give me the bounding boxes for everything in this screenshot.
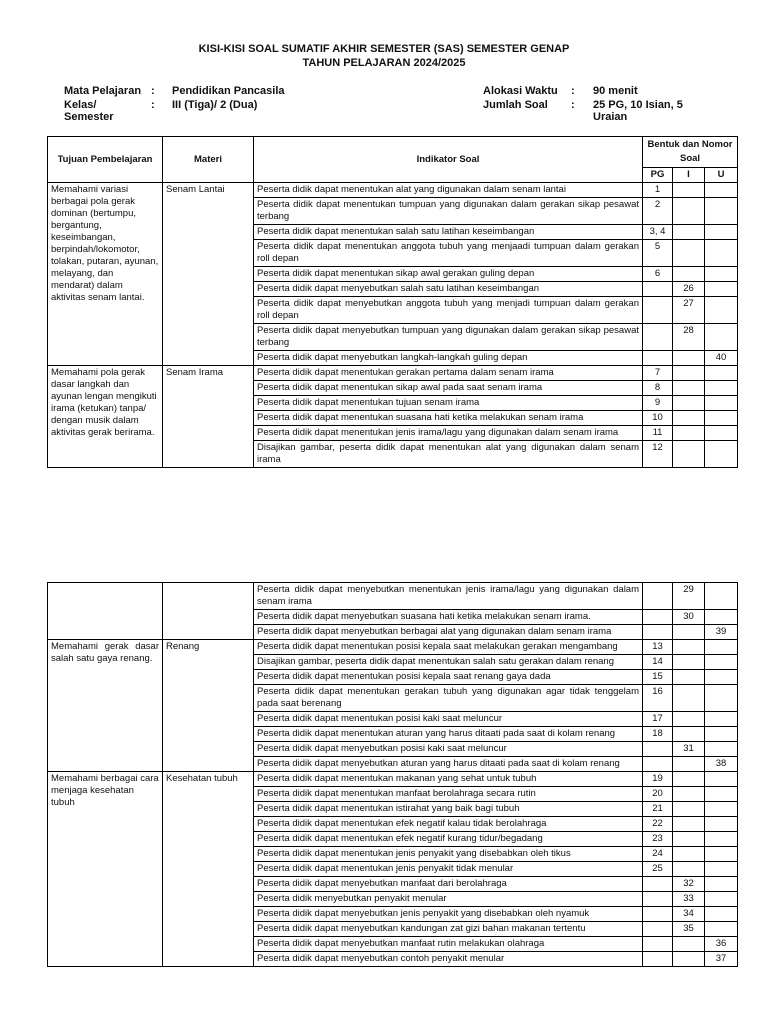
uraian-number-cell <box>705 324 738 351</box>
pg-number-cell: 5 <box>643 240 673 267</box>
uraian-number-cell <box>705 366 738 381</box>
uraian-number-cell <box>705 862 738 877</box>
uraian-number-cell <box>705 787 738 802</box>
pg-number-cell <box>643 583 673 610</box>
isian-number-cell <box>673 727 705 742</box>
uraian-number-cell <box>705 610 738 625</box>
header-isian: I <box>673 168 705 183</box>
isian-number-cell: 26 <box>673 282 705 297</box>
mapel-colon: : <box>151 85 155 97</box>
uraian-number-cell <box>705 225 738 240</box>
isian-number-cell <box>673 366 705 381</box>
indikator-soal-cell: Disajikan gambar, peserta didik dapat menentukan alat yang digunakan dalam senam irama <box>254 441 643 468</box>
alokasi-label: Alokasi Waktu <box>483 85 558 97</box>
pg-number-cell: 3, 4 <box>643 225 673 240</box>
header-pg: PG <box>643 168 673 183</box>
uraian-number-cell <box>705 198 738 225</box>
tujuan-pembelajaran-cell: Memahami variasi berbagai pola gerak dominan (bertumpu, bergantung, keseimbangan, berpindah/lokomotor, tolakan, putaran, ayunan, melayang, dan mendarat) dalam aktivitas senam lantai. <box>48 183 163 366</box>
uraian-number-cell <box>705 922 738 937</box>
uraian-number-cell <box>705 381 738 396</box>
uraian-number-cell: 36 <box>705 937 738 952</box>
table-row <box>48 183 738 198</box>
document-title-line2: TAHUN PELAJARAN 2024/2025 <box>302 57 466 69</box>
uraian-number-cell <box>705 426 738 441</box>
indikator-soal-cell: Peserta didik dapat menyebutkan aturan yang harus ditaati pada saat di kolam renang <box>254 757 643 772</box>
pg-number-cell <box>643 937 673 952</box>
header-bentuk-nomor-soal: Bentuk dan Nomor Soal <box>643 137 738 168</box>
indikator-soal-cell: Peserta didik dapat menentukan efek negatif kurang tidur/begadang <box>254 832 643 847</box>
indikator-soal-cell: Peserta didik dapat menentukan jenis irama/lagu yang digunakan dalam senam irama <box>254 426 643 441</box>
pg-number-cell: 8 <box>643 381 673 396</box>
pg-number-cell: 17 <box>643 712 673 727</box>
pg-number-cell <box>643 742 673 757</box>
kelas-label: Kelas/ Semester <box>64 99 114 123</box>
pg-number-cell: 16 <box>643 685 673 712</box>
isian-number-cell: 35 <box>673 922 705 937</box>
indikator-soal-cell: Peserta didik menyebutkan penyakit menular <box>254 892 643 907</box>
indikator-soal-cell: Peserta didik dapat menentukan salah satu latihan keseimbangan <box>254 225 643 240</box>
kisi-kisi-table-page-2 <box>47 582 738 967</box>
pg-number-cell: 2 <box>643 198 673 225</box>
jumlah-label: Jumlah Soal <box>483 99 548 111</box>
isian-number-cell <box>673 381 705 396</box>
pg-number-cell: 25 <box>643 862 673 877</box>
header-tujuan-pembelajaran: Tujuan Pembelajaran <box>48 137 163 183</box>
isian-number-cell <box>673 396 705 411</box>
isian-number-cell: 30 <box>673 610 705 625</box>
indikator-soal-cell: Peserta didik dapat menentukan tujuan senam irama <box>254 396 643 411</box>
isian-number-cell: 34 <box>673 907 705 922</box>
pg-number-cell: 15 <box>643 670 673 685</box>
indikator-soal-cell: Peserta didik dapat menentukan sikap awal gerakan guling depan <box>254 267 643 282</box>
indikator-soal-cell: Peserta didik dapat menyebutkan tumpuan yang digunakan dalam gerakan sikap pesawat terbang <box>254 324 643 351</box>
document-title-line1: KISI-KISI SOAL SUMATIF AKHIR SEMESTER (SAS) SEMESTER GENAP <box>198 43 570 55</box>
materi-cell: Renang <box>163 640 254 772</box>
table-row <box>48 583 738 610</box>
uraian-number-cell <box>705 183 738 198</box>
pg-number-cell <box>643 757 673 772</box>
pg-number-cell <box>643 877 673 892</box>
isian-number-cell <box>673 847 705 862</box>
isian-number-cell: 31 <box>673 742 705 757</box>
header-uraian: U <box>705 168 738 183</box>
pg-number-cell <box>643 610 673 625</box>
tujuan-pembelajaran-cell: Memahami gerak dasar salah satu gaya renang. <box>48 640 163 772</box>
isian-number-cell <box>673 670 705 685</box>
pg-number-cell: 13 <box>643 640 673 655</box>
indikator-soal-cell: Peserta didik dapat menyebutkan contoh penyakit menular <box>254 952 643 967</box>
isian-number-cell <box>673 441 705 468</box>
indikator-soal-cell: Disajikan gambar, peserta didik dapat menentukan salah satu gerakan dalam renang <box>254 655 643 670</box>
mapel-value: Pendidikan Pancasila <box>172 85 285 97</box>
pg-number-cell: 19 <box>643 772 673 787</box>
uraian-number-cell <box>705 441 738 468</box>
isian-number-cell <box>673 225 705 240</box>
indikator-soal-cell: Peserta didik dapat menentukan gerakan tubuh yang digunakan agar tidak tenggelam pada saat berenang <box>254 685 643 712</box>
header-materi: Materi <box>163 137 254 183</box>
isian-number-cell: 28 <box>673 324 705 351</box>
indikator-soal-cell: Peserta didik dapat menyebutkan kandungan zat gizi bahan makanan tertentu <box>254 922 643 937</box>
uraian-number-cell <box>705 583 738 610</box>
uraian-number-cell: 37 <box>705 952 738 967</box>
table-row <box>48 772 738 787</box>
uraian-number-cell <box>705 670 738 685</box>
isian-number-cell <box>673 655 705 670</box>
pg-number-cell: 11 <box>643 426 673 441</box>
mapel-label: Mata Pelajaran <box>64 85 142 97</box>
isian-number-cell <box>673 952 705 967</box>
pg-number-cell: 9 <box>643 396 673 411</box>
pg-number-cell <box>643 952 673 967</box>
uraian-number-cell <box>705 267 738 282</box>
uraian-number-cell <box>705 685 738 712</box>
uraian-number-cell <box>705 297 738 324</box>
indikator-soal-cell: Peserta didik dapat menyebutkan manfaat dari berolahraga <box>254 877 643 892</box>
pg-number-cell <box>643 324 673 351</box>
uraian-number-cell <box>705 817 738 832</box>
isian-number-cell <box>673 757 705 772</box>
isian-number-cell <box>673 183 705 198</box>
uraian-number-cell <box>705 892 738 907</box>
uraian-number-cell <box>705 742 738 757</box>
uraian-number-cell <box>705 396 738 411</box>
pg-number-cell: 18 <box>643 727 673 742</box>
indikator-soal-cell: Peserta didik dapat menentukan istirahat yang baik bagi tubuh <box>254 802 643 817</box>
isian-number-cell <box>673 802 705 817</box>
indikator-soal-cell: Peserta didik dapat menyebutkan langkah-langkah guling depan <box>254 351 643 366</box>
indikator-soal-cell: Peserta didik dapat menentukan anggota tubuh yang menjaadi tumpuan dalam gerakan roll depan <box>254 240 643 267</box>
indikator-soal-cell: Peserta didik dapat menentukan efek negatif kalau tidak berolahraga <box>254 817 643 832</box>
isian-number-cell: 32 <box>673 877 705 892</box>
tujuan-pembelajaran-cell: Memahami berbagai cara menjaga kesehatan tubuh <box>48 772 163 967</box>
indikator-soal-cell: Peserta didik dapat menyebutkan jenis penyakit yang disebabkan oleh nyamuk <box>254 907 643 922</box>
indikator-soal-cell: Peserta didik dapat menentukan suasana hati ketika melakukan senam irama <box>254 411 643 426</box>
indikator-soal-cell: Peserta didik dapat menyebutkan anggota tubuh yang menjadi tumpuan dalam gerakan roll depan <box>254 297 643 324</box>
isian-number-cell: 29 <box>673 583 705 610</box>
isian-number-cell <box>673 712 705 727</box>
materi-cell: Senam Lantai <box>163 183 254 366</box>
pg-number-cell: 23 <box>643 832 673 847</box>
alokasi-value: 90 menit <box>593 85 638 97</box>
kelas-colon: : <box>151 99 155 111</box>
pg-number-cell: 12 <box>643 441 673 468</box>
indikator-soal-cell: Peserta didik dapat menentukan alat yang digunakan dalam senam lantai <box>254 183 643 198</box>
table-row <box>48 640 738 655</box>
jumlah-colon: : <box>571 99 575 111</box>
isian-number-cell <box>673 240 705 267</box>
uraian-number-cell <box>705 727 738 742</box>
pg-number-cell: 22 <box>643 817 673 832</box>
indikator-soal-cell: Peserta didik dapat menentukan aturan yang harus ditaati pada saat di kolam renang <box>254 727 643 742</box>
indikator-soal-cell: Peserta didik dapat menentukan posisi kaki saat meluncur <box>254 712 643 727</box>
jumlah-value: 25 PG, 10 Isian, 5 Uraian <box>593 99 683 123</box>
pg-number-cell: 10 <box>643 411 673 426</box>
indikator-soal-cell: Peserta didik dapat menentukan makanan yang sehat untuk tubuh <box>254 772 643 787</box>
uraian-number-cell <box>705 712 738 727</box>
materi-cell <box>163 583 254 640</box>
indikator-soal-cell: Peserta didik dapat menentukan posisi kepala saat renang gaya dada <box>254 670 643 685</box>
uraian-number-cell <box>705 907 738 922</box>
uraian-number-cell <box>705 411 738 426</box>
uraian-number-cell <box>705 877 738 892</box>
pg-number-cell: 7 <box>643 366 673 381</box>
materi-cell: Senam Irama <box>163 366 254 468</box>
isian-number-cell <box>673 685 705 712</box>
isian-number-cell <box>673 772 705 787</box>
pg-number-cell: 24 <box>643 847 673 862</box>
indikator-soal-cell: Peserta didik dapat menentukan posisi kepala saat melakukan gerakan mengambang <box>254 640 643 655</box>
uraian-number-cell: 39 <box>705 625 738 640</box>
uraian-number-cell <box>705 282 738 297</box>
isian-number-cell <box>673 862 705 877</box>
isian-number-cell <box>673 267 705 282</box>
indikator-soal-cell: Peserta didik dapat menyebutkan salah satu latihan keseimbangan <box>254 282 643 297</box>
indikator-soal-cell: Peserta didik dapat menentukan jenis penyakit yang disebabkan oleh tikus <box>254 847 643 862</box>
isian-number-cell <box>673 832 705 847</box>
tujuan-pembelajaran-cell: Memahami pola gerak dasar langkah dan ayunan lengan mengikuti irama (ketukan) tanpa/ dengan musik dalam aktivitas gerak berirama. <box>48 366 163 468</box>
uraian-number-cell <box>705 772 738 787</box>
kisi-kisi-table-page-1 <box>47 136 738 468</box>
pg-number-cell: 6 <box>643 267 673 282</box>
tujuan-pembelajaran-cell <box>48 583 163 640</box>
indikator-soal-cell: Peserta didik dapat menyebutkan berbagai alat yang digunakan dalam senam irama <box>254 625 643 640</box>
alokasi-colon: : <box>571 85 575 97</box>
isian-number-cell <box>673 937 705 952</box>
isian-number-cell <box>673 625 705 640</box>
indikator-soal-cell: Peserta didik dapat menentukan sikap awal pada saat senam irama <box>254 381 643 396</box>
pg-number-cell: 20 <box>643 787 673 802</box>
pg-number-cell <box>643 297 673 324</box>
indikator-soal-cell: Peserta didik dapat menyebutkan manfaat rutin melakukan olahraga <box>254 937 643 952</box>
indikator-soal-cell: Peserta didik dapat menentukan manfaat berolahraga secara rutin <box>254 787 643 802</box>
kelas-value: III (Tiga)/ 2 (Dua) <box>172 99 258 111</box>
isian-number-cell <box>673 787 705 802</box>
pg-number-cell <box>643 282 673 297</box>
uraian-number-cell: 38 <box>705 757 738 772</box>
isian-number-cell <box>673 817 705 832</box>
uraian-number-cell <box>705 640 738 655</box>
pg-number-cell <box>643 922 673 937</box>
pg-number-cell: 21 <box>643 802 673 817</box>
indikator-soal-cell: Peserta didik dapat menyebutkan posisi kaki saat meluncur <box>254 742 643 757</box>
pg-number-cell <box>643 892 673 907</box>
pg-number-cell <box>643 351 673 366</box>
uraian-number-cell <box>705 847 738 862</box>
pg-number-cell: 14 <box>643 655 673 670</box>
uraian-number-cell <box>705 655 738 670</box>
isian-number-cell <box>673 351 705 366</box>
isian-number-cell <box>673 640 705 655</box>
isian-number-cell <box>673 411 705 426</box>
isian-number-cell: 27 <box>673 297 705 324</box>
indikator-soal-cell: Peserta didik dapat menentukan gerakan pertama dalam senam irama <box>254 366 643 381</box>
uraian-number-cell <box>705 832 738 847</box>
materi-cell: Kesehatan tubuh <box>163 772 254 967</box>
pg-number-cell <box>643 907 673 922</box>
isian-number-cell <box>673 426 705 441</box>
isian-number-cell <box>673 198 705 225</box>
pg-number-cell: 1 <box>643 183 673 198</box>
indikator-soal-cell: Peserta didik dapat menyebutkan suasana hati ketika melakukan senam irama. <box>254 610 643 625</box>
header-indikator-soal: Indikator Soal <box>254 137 643 183</box>
indikator-soal-cell: Peserta didik dapat menyebutkan menentukan jenis irama/lagu yang digunakan dalam senam irama <box>254 583 643 610</box>
isian-number-cell: 33 <box>673 892 705 907</box>
pg-number-cell <box>643 625 673 640</box>
indikator-soal-cell: Peserta didik dapat menentukan jenis penyakit tidak menular <box>254 862 643 877</box>
uraian-number-cell: 40 <box>705 351 738 366</box>
table-row <box>48 366 738 381</box>
indikator-soal-cell: Peserta didik dapat menentukan tumpuan yang digunakan dalam gerakan sikap pesawat terbang <box>254 198 643 225</box>
uraian-number-cell <box>705 802 738 817</box>
uraian-number-cell <box>705 240 738 267</box>
